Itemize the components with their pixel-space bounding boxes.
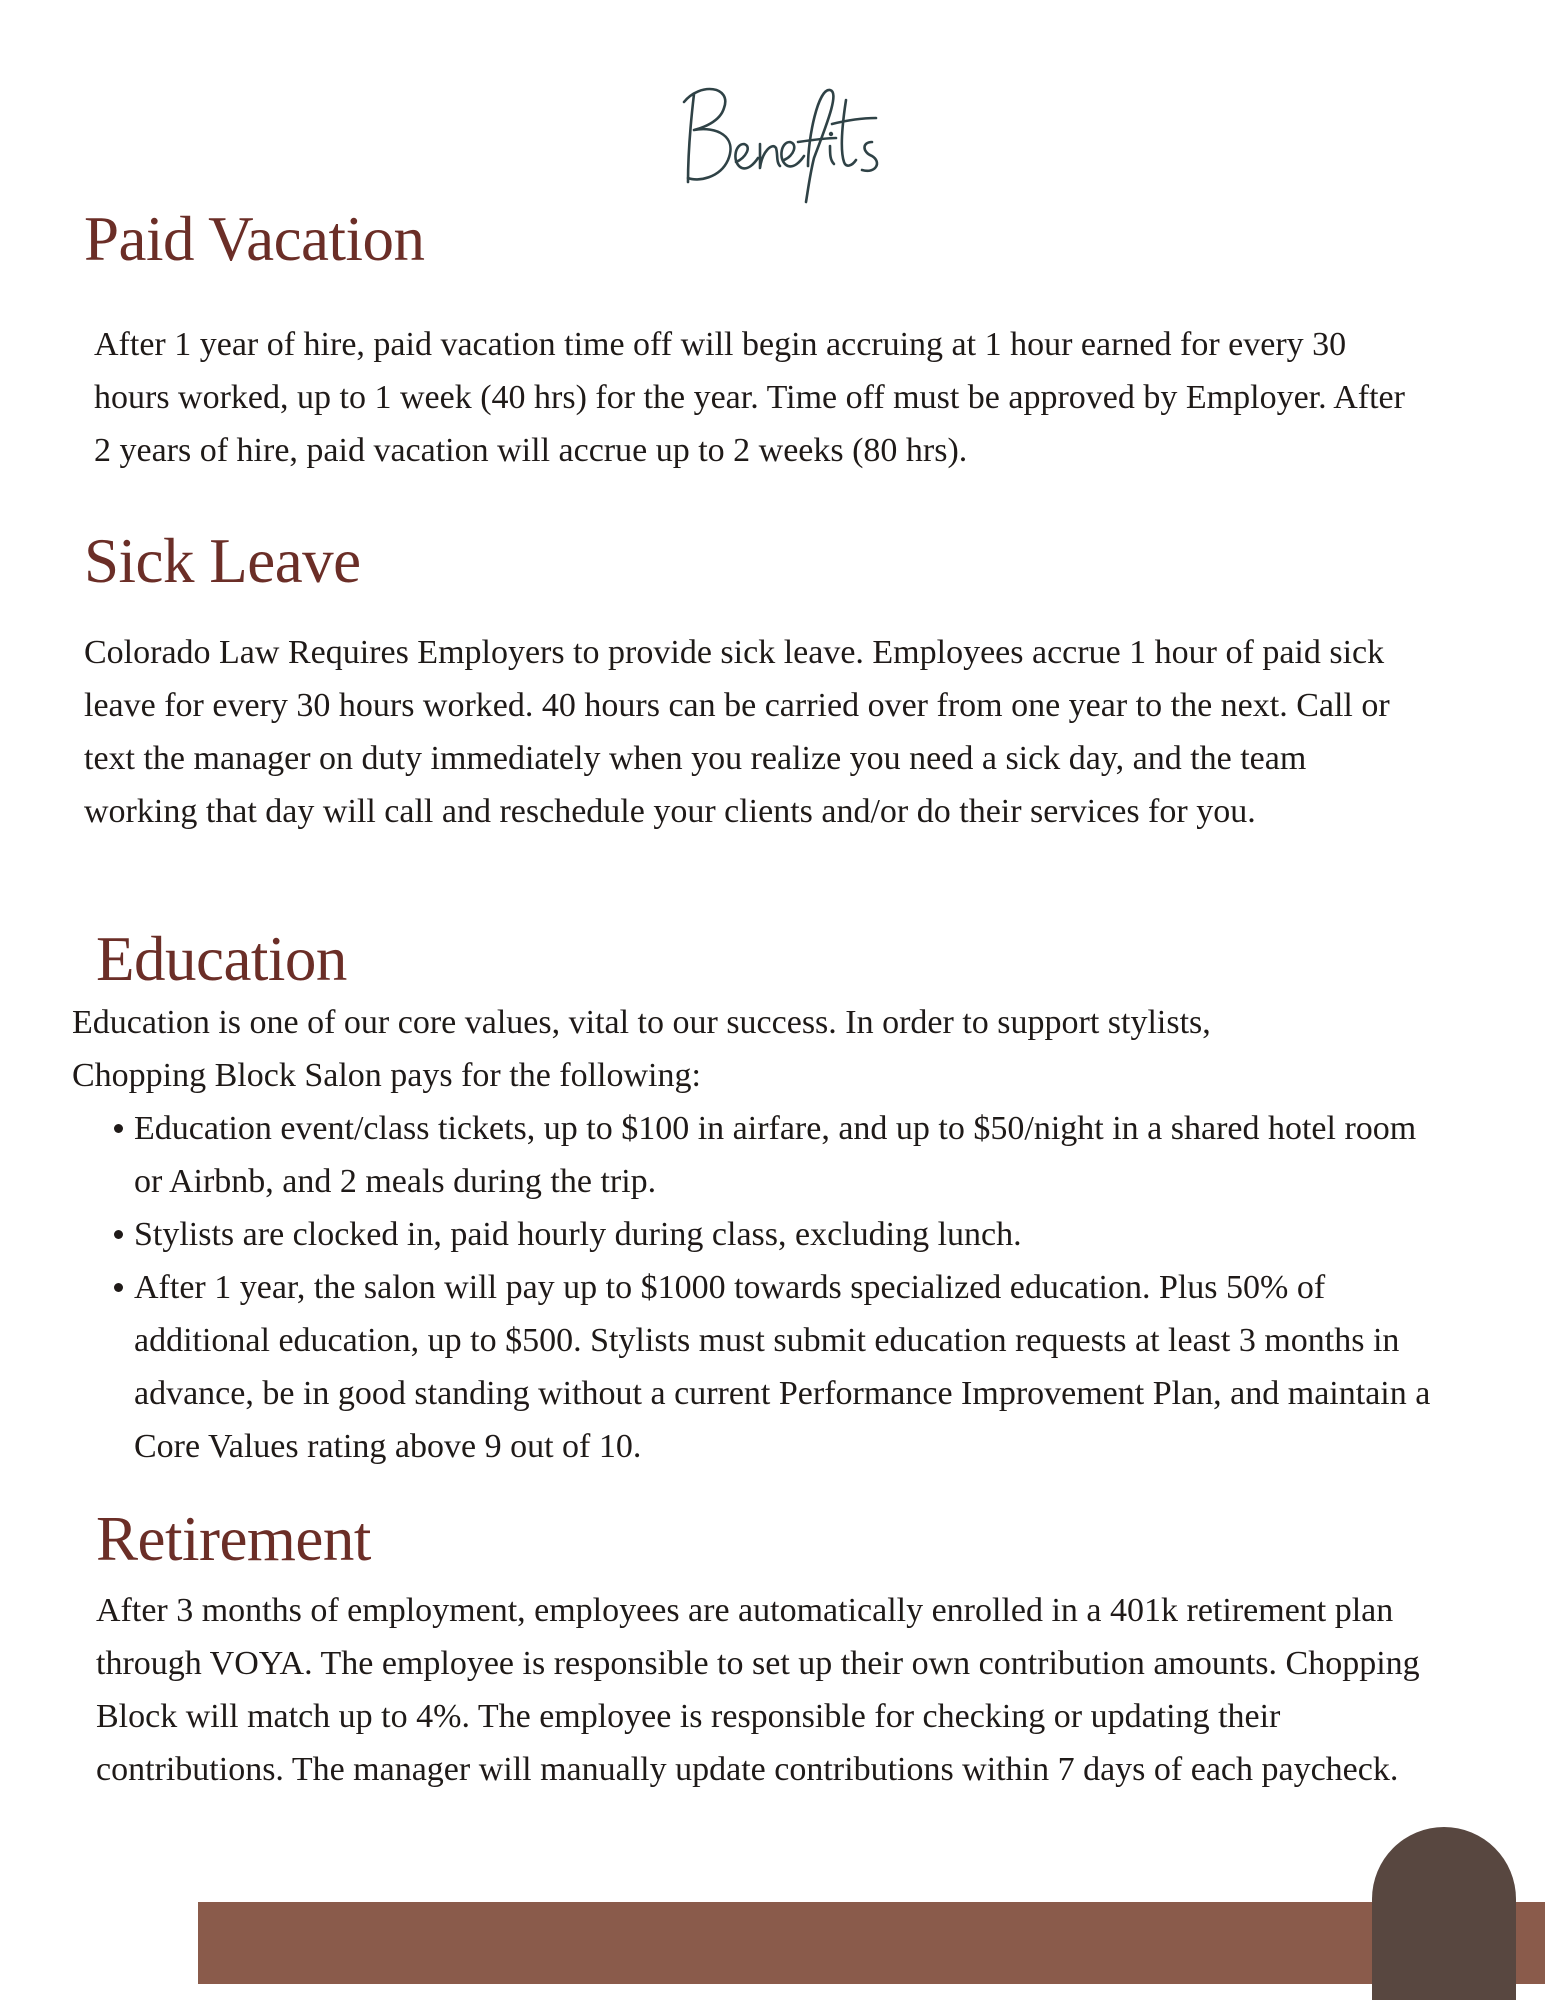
education-list-item [72, 1102, 1432, 1208]
bullet-icon [114, 1230, 123, 1239]
education-item-text: Stylists are clocked in, paid hourly during class, excluding lunch. [134, 1216, 1022, 1253]
bullet-icon [114, 1283, 123, 1292]
section-title-education: Education [96, 924, 347, 994]
education-list-item [72, 1208, 1432, 1261]
paid-vacation-paragraph: After 1 year of hire, paid vacation time off will begin accruing at 1 hour earned for every 30 hours worked, up to 1 week (40 hrs) for the year. Time off must be approved by Employer. After 2 years of hire, paid vacation will accrue up to 2 weeks (80 hrs). [94, 326, 1405, 469]
education-list-item [72, 1261, 1432, 1473]
footer-decorative-bar [198, 1902, 1545, 1984]
section-title-sick-leave: Sick Leave [84, 526, 361, 596]
education-item-text: Education event/class tickets, up to $100 in airfare, and up to $50/night in a shared hotel room or Airbnb, and 2 meals during the trip. [134, 1110, 1417, 1200]
sick-leave-paragraph: Colorado Law Requires Employers to provide sick leave. Employees accrue 1 hour of paid sick leave for every 30 hours worked. 40 hours can be carried over from one year to the next. Call or text the manager on duty immediately when you realize you need a sick day, and the team working that day will call and reschedule your clients and/or do their services for you. [84, 634, 1390, 830]
retirement-paragraph: After 3 months of employment, employees are automatically enrolled in a 401k retirement plan through VOYA. The employee is responsible to set up their own contribution amounts. Chopping Block will match up to 4%. The employee is responsible for checking or updating their contributions. The manager will manually update contributions within 7 days of each paycheck. [96, 1592, 1420, 1788]
section-title-paid-vacation: Paid Vacation [84, 204, 425, 274]
education-benefits-list [72, 1102, 1432, 1473]
footer-decorative-arch [1372, 1827, 1516, 2000]
education-intro: Education is one of our core values, vital to our success. In order to support stylists, Chopping Block Salon pays for the following: [72, 1004, 1211, 1094]
education-item-text: After 1 year, the salon will pay up to $1000 towards specialized education. Plus 50% of additional education, up to $500. Stylists must submit education requests at least 3 months in advance, be in good standing without a current Performance Improvement Plan, and maintain a Core Values rating above 9 out of 10. [134, 1269, 1431, 1465]
section-title-retirement: Retirement [96, 1504, 371, 1574]
page-heading-benefits [680, 78, 900, 208]
bullet-icon [114, 1124, 123, 1133]
benefits-script-heading [680, 78, 900, 208]
